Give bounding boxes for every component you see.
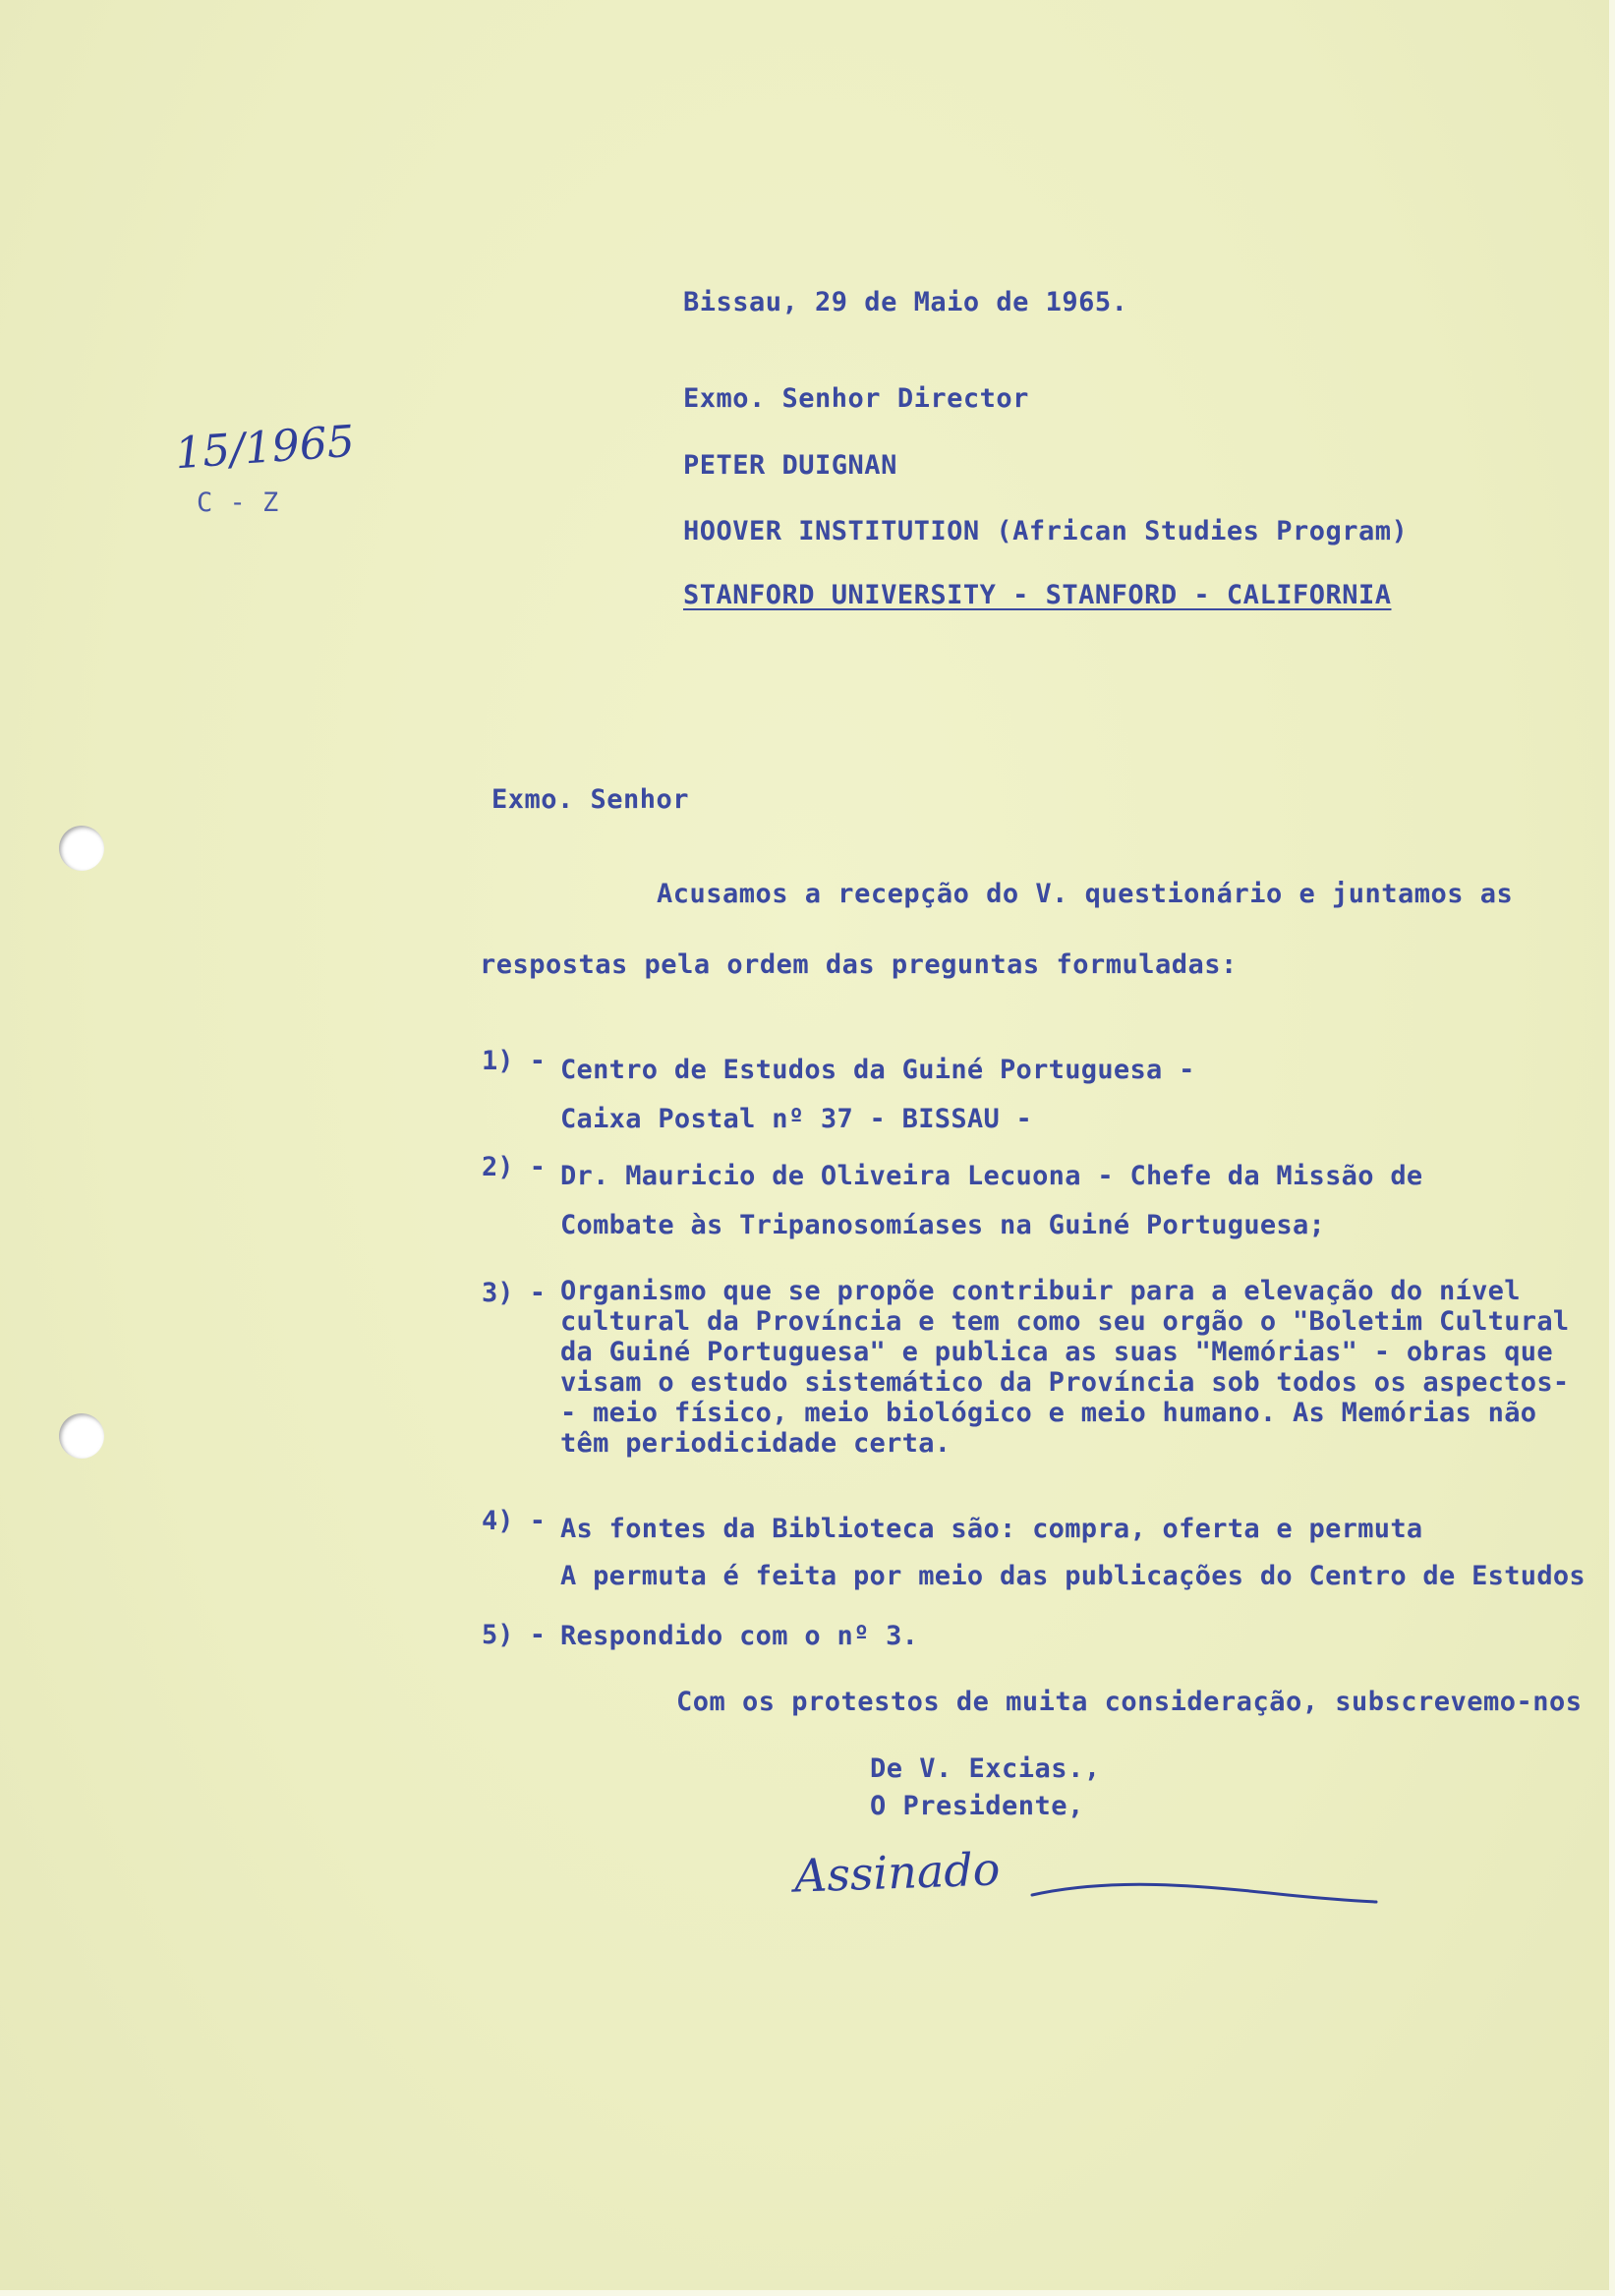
recipient-institution: HOOVER INSTITUTION (African Studies Program) — [683, 516, 1409, 546]
answer-text: Dr. Mauricio de Oliveira Lecuona - Chefe da Missão de Combate às Tripanosomíases na Guiné Portuguesa; — [560, 1161, 1423, 1240]
answer-number: 3) - — [482, 1278, 547, 1308]
margin-note-number: 15/1965 — [173, 416, 357, 480]
answer-text: Centro de Estudos da Guiné Portuguesa - Caixa Postal nº 37 - BISSAU - — [560, 1055, 1195, 1134]
date-line: Bissau, 29 de Maio de 1965. — [683, 287, 1128, 317]
signoff-line-2: O Presidente, — [870, 1791, 1084, 1821]
signature-stroke — [786, 1838, 1396, 1926]
recipient-address: STANFORD UNIVERSITY - STANFORD - CALIFORNIA — [683, 580, 1392, 610]
closing-line: Com os protestos de muita consideração, subscrevemo-nos — [676, 1687, 1583, 1717]
answer-number: 4) - — [482, 1506, 547, 1536]
answer-number: 5) - — [482, 1620, 547, 1650]
salutation: Exmo. Senhor — [491, 784, 690, 815]
intro-line-2: respostas pela ordem das preguntas formuladas: — [480, 949, 1238, 980]
answer-text: Organismo que se propõe contribuir para a elevação do nível cultural da Província e tem como seu orgão o "Boletim Cultural da Guiné Portuguesa" e publica as suas "Memórias" - obras que visam o estudo sistemático da Província sob todos os aspectos- - meio físico, meio biológico e meio humano. As Memórias não têm periodicidade certa. — [560, 1276, 1570, 1459]
answer-text: Respondido com o nº 3. — [560, 1621, 919, 1651]
answer-number: 2) - — [482, 1152, 547, 1182]
punch-hole-top — [59, 826, 104, 871]
punch-hole-bottom — [59, 1413, 104, 1459]
signature: Assinado — [793, 1842, 1002, 1903]
answer-text: As fontes da Biblioteca são: compra, oferta e permuta A permuta é feita por meio das publicações do Centro de Estudos — [560, 1514, 1586, 1591]
margin-note-code: C - Z — [197, 488, 279, 518]
answer-number: 1) - — [482, 1046, 547, 1076]
recipient-title: Exmo. Senhor Director — [683, 383, 1029, 414]
recipient-name: PETER DUIGNAN — [683, 450, 897, 481]
signoff-line-1: De V. Excias., — [870, 1753, 1101, 1784]
intro-line-1: Acusamos a recepção do V. questionário e juntamos as — [657, 879, 1514, 909]
